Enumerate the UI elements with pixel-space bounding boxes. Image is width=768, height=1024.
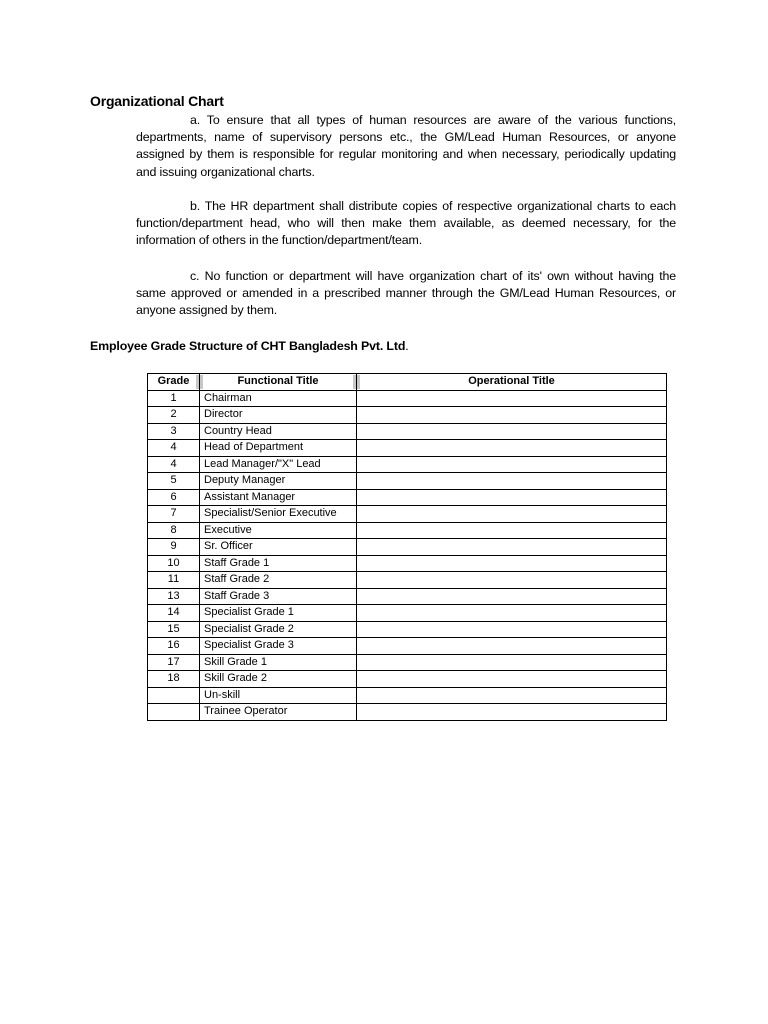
grade-cell: 7 bbox=[148, 506, 200, 523]
functional-title-cell: Specialist Grade 2 bbox=[200, 621, 357, 638]
header-divider bbox=[200, 375, 203, 389]
functional-title-cell: Deputy Manager bbox=[200, 473, 357, 490]
operational-title-cell bbox=[357, 489, 667, 506]
table-row bbox=[148, 588, 667, 605]
operational-title-cell bbox=[357, 638, 667, 655]
grade-cell: 4 bbox=[148, 456, 200, 473]
grade-cell: 15 bbox=[148, 621, 200, 638]
table-row bbox=[148, 473, 667, 490]
operational-title-cell bbox=[357, 671, 667, 688]
grade-cell: 3 bbox=[148, 423, 200, 440]
operational-title-cell bbox=[357, 473, 667, 490]
paragraph-b-text: b. The HR department shall distribute copies of respective organizational charts to each function/department head, who will then make them available, as deemed necessary, for the information of others in the function/department/team. bbox=[136, 199, 676, 248]
column-header-operational-label: Operational Title bbox=[468, 375, 555, 388]
table-row bbox=[148, 555, 667, 572]
grade-cell: 8 bbox=[148, 522, 200, 539]
functional-title-cell: Head of Department bbox=[200, 440, 357, 457]
page-title: Organizational Chart bbox=[90, 93, 224, 109]
grade-cell: 10 bbox=[148, 555, 200, 572]
table-row bbox=[148, 572, 667, 589]
table-row bbox=[148, 456, 667, 473]
operational-title-cell bbox=[357, 407, 667, 424]
functional-title-cell: Staff Grade 3 bbox=[200, 588, 357, 605]
operational-title-cell bbox=[357, 390, 667, 407]
functional-title-cell: Specialist/Senior Executive bbox=[200, 506, 357, 523]
functional-title-cell: Staff Grade 2 bbox=[200, 572, 357, 589]
grade-cell: 6 bbox=[148, 489, 200, 506]
table-row bbox=[148, 506, 667, 523]
functional-title-cell: Sr. Officer bbox=[200, 539, 357, 556]
grade-cell: 18 bbox=[148, 671, 200, 688]
grade-cell: 5 bbox=[148, 473, 200, 490]
grade-cell: 9 bbox=[148, 539, 200, 556]
operational-title-cell bbox=[357, 687, 667, 704]
paragraph-a bbox=[136, 112, 676, 181]
operational-title-cell bbox=[357, 456, 667, 473]
table-row bbox=[148, 638, 667, 655]
section-title-text: Employee Grade Structure of CHT Bangladesh Pvt. Ltd bbox=[90, 339, 406, 353]
functional-title-cell: Chairman bbox=[200, 390, 357, 407]
operational-title-cell bbox=[357, 654, 667, 671]
table-row bbox=[148, 539, 667, 556]
grade-cell bbox=[148, 687, 200, 704]
table-row bbox=[148, 407, 667, 424]
functional-title-cell: Lead Manager/"X" Lead bbox=[200, 456, 357, 473]
column-header-grade-label: Grade bbox=[157, 375, 190, 388]
table-row bbox=[148, 605, 667, 622]
paragraph-b bbox=[136, 198, 676, 250]
operational-title-cell bbox=[357, 572, 667, 589]
operational-title-cell bbox=[357, 522, 667, 539]
functional-title-cell: Specialist Grade 1 bbox=[200, 605, 357, 622]
table-header-row bbox=[148, 374, 667, 391]
grade-cell: 4 bbox=[148, 440, 200, 457]
grade-cell: 17 bbox=[148, 654, 200, 671]
operational-title-cell bbox=[357, 621, 667, 638]
grade-structure-table bbox=[147, 373, 667, 721]
table-row bbox=[148, 440, 667, 457]
grade-cell bbox=[148, 704, 200, 721]
grade-cell: 13 bbox=[148, 588, 200, 605]
table-row bbox=[148, 704, 667, 721]
operational-title-cell bbox=[357, 605, 667, 622]
operational-title-cell bbox=[357, 704, 667, 721]
operational-title-cell bbox=[357, 423, 667, 440]
functional-title-cell: Staff Grade 1 bbox=[200, 555, 357, 572]
functional-title-cell: Specialist Grade 3 bbox=[200, 638, 357, 655]
table-row bbox=[148, 522, 667, 539]
section-title bbox=[90, 339, 409, 353]
operational-title-cell bbox=[357, 539, 667, 556]
table-row bbox=[148, 654, 667, 671]
paragraph-c-text: c. No function or department will have organization chart of its' own without having the same approved or amended in a prescribed manner through the GM/Lead Human Resources, or anyone assigned by them. bbox=[136, 269, 676, 318]
functional-title-cell: Trainee Operator bbox=[200, 704, 357, 721]
table-row bbox=[148, 687, 667, 704]
functional-title-cell: Assistant Manager bbox=[200, 489, 357, 506]
grade-cell: 14 bbox=[148, 605, 200, 622]
grade-cell: 16 bbox=[148, 638, 200, 655]
table-row bbox=[148, 621, 667, 638]
table-row bbox=[148, 671, 667, 688]
column-header-functional-label: Functional Title bbox=[237, 375, 319, 388]
table-row bbox=[148, 423, 667, 440]
operational-title-cell bbox=[357, 555, 667, 572]
operational-title-cell bbox=[357, 440, 667, 457]
table-row bbox=[148, 390, 667, 407]
functional-title-cell: Skill Grade 1 bbox=[200, 654, 357, 671]
grade-cell: 1 bbox=[148, 390, 200, 407]
functional-title-cell: Director bbox=[200, 407, 357, 424]
table-row bbox=[148, 489, 667, 506]
operational-title-cell bbox=[357, 506, 667, 523]
table-body bbox=[148, 390, 667, 720]
functional-title-cell: Skill Grade 2 bbox=[200, 671, 357, 688]
operational-title-cell bbox=[357, 588, 667, 605]
grade-cell: 11 bbox=[148, 572, 200, 589]
functional-title-cell: Country Head bbox=[200, 423, 357, 440]
section-title-period: . bbox=[405, 339, 409, 353]
grade-cell: 2 bbox=[148, 407, 200, 424]
column-header-grade bbox=[148, 374, 200, 391]
functional-title-cell: Executive bbox=[200, 522, 357, 539]
paragraph-c bbox=[136, 268, 676, 320]
paragraph-a-text: a. To ensure that all types of human resources are aware of the various functions, departments, name of supervisory persons etc., the GM/Lead Human Resources, or anyone assigned by them is responsible for regular monitoring and when necessary, periodically updating and issuing organizational charts. bbox=[136, 113, 676, 179]
column-header-functional-title bbox=[200, 374, 357, 391]
functional-title-cell: Un-skill bbox=[200, 687, 357, 704]
header-divider bbox=[357, 375, 360, 389]
column-header-operational-title bbox=[357, 374, 667, 391]
